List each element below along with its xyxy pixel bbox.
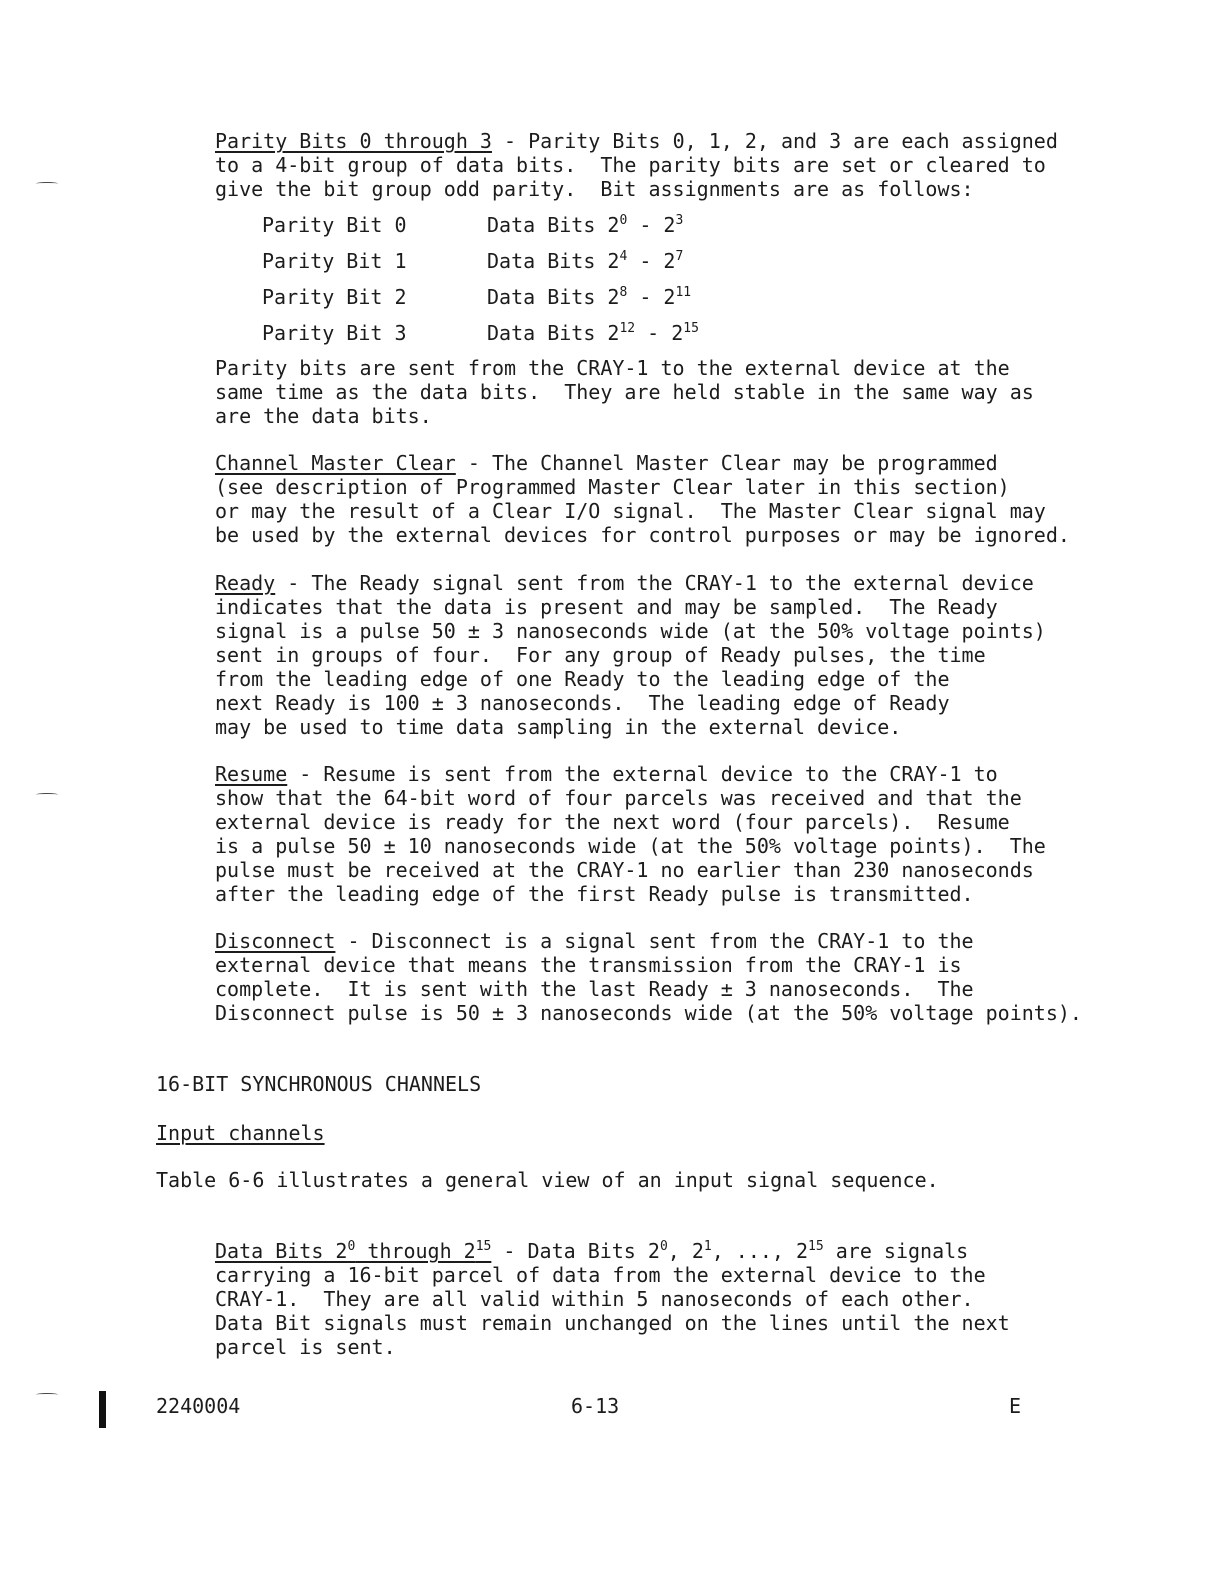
resume-heading: Resume xyxy=(215,762,288,786)
parity-bits-heading: Parity Bits 0 through 3 xyxy=(215,129,492,153)
change-bar xyxy=(99,1391,106,1428)
document-number: 2240004 xyxy=(156,1394,241,1418)
parity-assignment-row: Parity Bit 2 Data Bits $2^8 - 2^{11}$ xyxy=(262,285,692,309)
data-bits-paragraph: Data Bits $2^0$ through $2^{15}$ - Data Bits $2^0$, $2^1$, ..., $2^{15}$ are signals carrying a 16-bit parcel of data from the external device to the CRAY-1. They are all valid within 5 nanoseconds of each other. Data Bit signals must remain unchanged on the lines until the next parcel is sent. xyxy=(215,1239,1010,1359)
disconnect-paragraph: Disconnect - Disconnect is a signal sent from the CRAY-1 to the external device that means the transmission from the CRAY-1 is complete. It is sent with the last Ready ± 3 nanoseconds. The Disconnect pulse is 50 ± 3 nanoseconds wide (at the 50% voltage points). xyxy=(215,929,1082,1025)
parity-assignment-row: Parity Bit 1 Data Bits $2^4 - 2^7$ xyxy=(262,249,684,273)
intro-text: Table 6-6 illustrates a general view of an input signal sequence. xyxy=(156,1168,939,1192)
ready-heading: Ready xyxy=(215,571,276,595)
subsection-heading: Input channels xyxy=(156,1121,325,1145)
parity-bits-paragraph: Parity Bits 0 through 3 - Parity Bits 0, 1, 2, and 3 are each assigned to a 4-bit group of data bits. The parity bits are set or cleared to give the bit group odd parity. Bit assignments are as follows: xyxy=(215,129,1058,201)
disconnect-heading: Disconnect xyxy=(215,929,336,953)
parity-assignment-row: Parity Bit 0 Data Bits $2^0 - 2^3$ xyxy=(262,213,684,237)
parity-assignment-row: Parity Bit 3 Data Bits $2^{12} - 2^{15}$ xyxy=(262,321,699,345)
parity-bits-note: Parity bits are sent from the CRAY-1 to the external device at the same time as the data bits. They are held stable in the same way as are the data bits. xyxy=(215,356,1034,428)
margin-mark xyxy=(36,182,58,185)
channel-master-clear-paragraph: Channel Master Clear - The Channel Master Clear may be programmed (see description of Programmed Master Clear later in this section) or may the result of a Clear I/O signal. The Master Clear signal may be used by the external devices for control purposes or may be ignored. xyxy=(215,451,1070,547)
page-number: 6-13 xyxy=(571,1394,620,1418)
resume-paragraph: Resume - Resume is sent from the external device to the CRAY-1 to show that the 64-bit word of four parcels was received and that the external device is ready for the next word (four parcels). Resume is a pulse 50 ± 10 nanoseconds wide (at the 50% voltage points). The pulse must be received at the CRAY-1 no earlier than 230 nanoseconds after the leading edge of the first Ready pulse is transmitted. xyxy=(215,762,1046,906)
margin-mark xyxy=(36,793,58,796)
data-bits-heading: Data Bits $2^0$ through $2^{15}$ xyxy=(215,1239,492,1263)
margin-mark xyxy=(36,1393,58,1396)
ready-paragraph: Ready - The Ready signal sent from the CRAY-1 to the external device indicates that the data is present and may be sampled. The Ready signal is a pulse 50 ± 3 nanoseconds wide (at the 50% voltage points) sent in groups of four. For any group of Ready pulses, the time from the leading edge of one Ready to the leading edge of the next Ready is 100 ± 3 nanoseconds. The leading edge of Ready may be used to time data sampling in the external device. xyxy=(215,571,1046,739)
section-heading: 16-BIT SYNCHRONOUS CHANNELS xyxy=(156,1072,482,1096)
revision-letter: E xyxy=(1009,1394,1022,1418)
channel-master-clear-heading: Channel Master Clear xyxy=(215,451,456,475)
